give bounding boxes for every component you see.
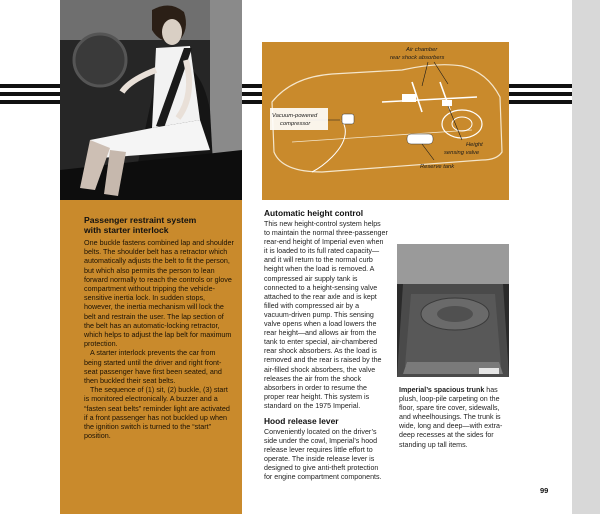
diagram-label: rear shock absorbers [390, 55, 445, 61]
body-paragraph: Conveniently located on the driver’s side under the cowl, Imperial’s hood release lever requires little effort to operate. The inside release lever is designed to give anti-theft protection for engine compartment components. [264, 427, 382, 482]
seatbelt-photo [60, 0, 242, 200]
heading-line: with starter interlock [84, 225, 169, 235]
trunk-photo [397, 244, 509, 377]
diagram-label: Height [466, 142, 483, 148]
height-control-section [264, 208, 388, 483]
passenger-restraint-heading [84, 215, 234, 235]
trunk-photo-illustration [397, 244, 509, 377]
body-paragraph: This new height-control system helps to maintain the normal three-passenger rear-end height of Imperial even when it is loaded to its full rated capacity—and it will return to the normal curb height when the load is removed. A compressed air supply tank is connected to a height-sensing valve attached to the rear axle and is kept filled with compressed air by a vacuum-driven pump. This sensing valve opens when a load lowers the rear height—and allows air from the tank to enter special, air-chambered rear shock absorbers. As the load is removed and the rear is raised by the air-filled shock absorbers, the valve releases the air from the shock absorbers in order to resume the proper rear height. This system is standard on the 1975 Imperial. [264, 220, 388, 410]
diagram-label: Vacuum-powered [272, 113, 318, 119]
heading-line: Passenger restraint system [84, 215, 197, 225]
trunk-caption-title: Imperial’s spacious trunk [399, 386, 485, 394]
diagram-label: compressor [280, 121, 311, 127]
trunk-caption-text: has plush, loop-pile carpeting on the floor, spare tire cover, sidewalls, and wheelhousings. The trunk is wide, long and deep—with extra-deep recesses at the sides for standing up tall items. [399, 386, 503, 449]
diagram-label: Air chamber [406, 47, 438, 53]
diagram-label: sensing valve [444, 150, 480, 156]
body-paragraph: The sequence of (1) sit, (2) buckle, (3) start is monitored electronically. A buzzer and a “fasten seat belts” reminder light are activated if a front passenger has not buckled up when the ignition switch is turned to the “start” position. [84, 385, 230, 441]
seatbelt-photo-illustration [60, 0, 242, 200]
passenger-restraint-section [84, 215, 234, 440]
page-gutter [572, 0, 600, 514]
body-paragraph: One buckle fastens combined lap and shoulder belts. The shoulder belt has a retractor which automatically adjusts the belt to fit the person, but which also permits the person to lean forward normally to reach the controls or glove compartment without tripping the vehicle-sensitive inertia lock. In sudden stops, however, the inertia mechanism will lock the belt and restrain the user. The lap section of the belt has an automatic-locking retractor, which helps to adjust the lap belt for maximum protection. [84, 238, 234, 349]
height-control-diagram [262, 42, 509, 200]
page-number: 99 [540, 486, 549, 495]
trunk-caption [399, 386, 511, 450]
hood-release-heading: Hood release lever [264, 415, 339, 426]
automatic-height-control-heading: Automatic height control [264, 208, 364, 218]
diagram-label: Reserve tank [420, 164, 455, 170]
car-chassis-diagram [262, 42, 509, 200]
body-paragraph: A starter interlock prevents the car from being started until the driver and right front-seat passenger have first been seated, and then buckled their seat belts. [84, 348, 222, 386]
